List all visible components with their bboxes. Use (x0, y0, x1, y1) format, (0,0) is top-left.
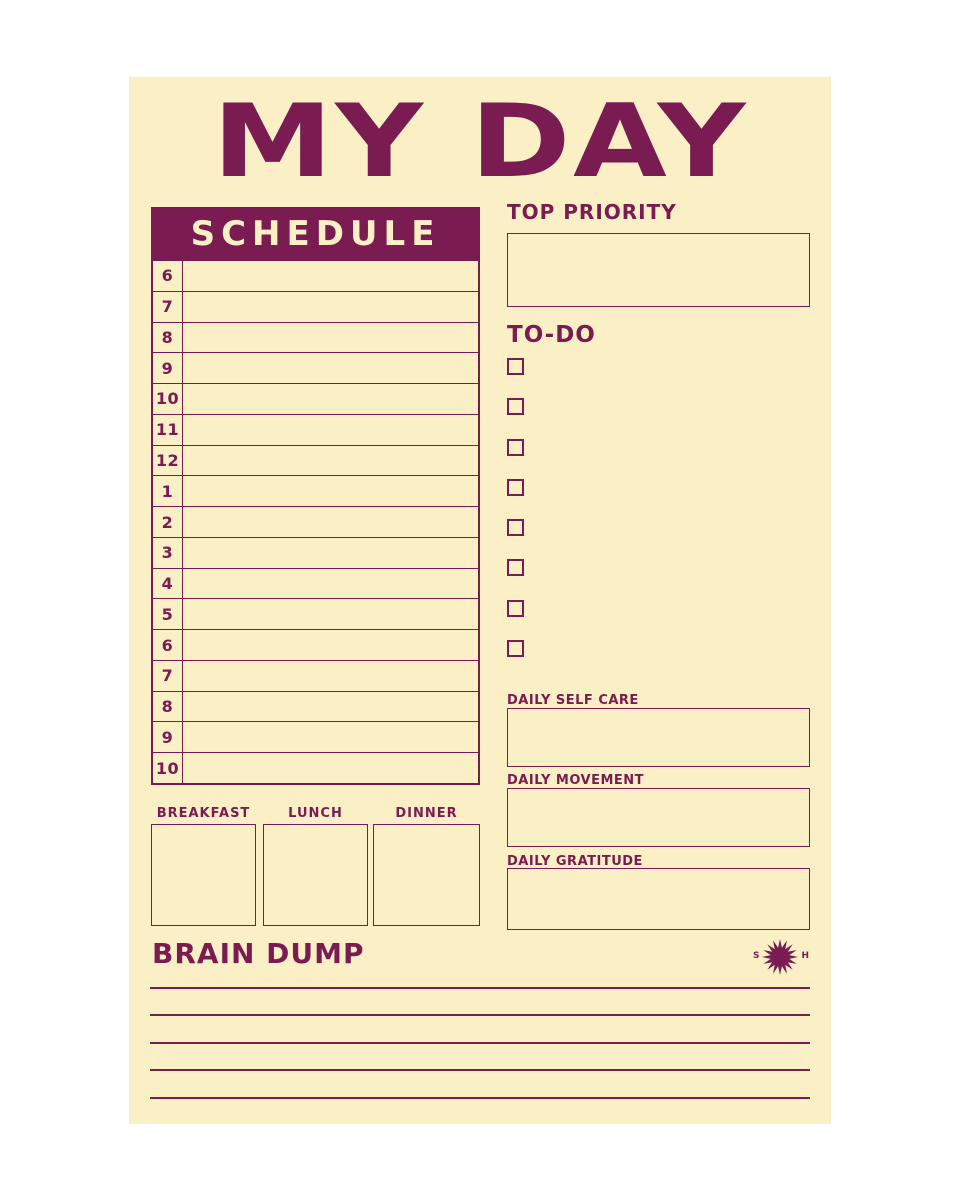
schedule-row (153, 691, 478, 722)
top-priority-label: TOP PRIORITY (507, 200, 677, 224)
todo-checkbox[interactable] (507, 439, 524, 456)
schedule-row (153, 506, 478, 537)
schedule-entry-cell[interactable] (183, 323, 478, 353)
daily-gratitude-label: DAILY GRATITUDE (507, 854, 643, 869)
schedule-entry-cell[interactable] (183, 507, 478, 537)
schedule-hour-label: 7 (153, 292, 183, 322)
brain-dump-line[interactable] (150, 1069, 810, 1071)
meal-breakfast (151, 806, 256, 926)
schedule-hour-label: 2 (153, 507, 183, 537)
meal-lunch-label: LUNCH (288, 806, 343, 821)
logo-letter-s: S (753, 951, 760, 961)
schedule-entry-cell[interactable] (183, 599, 478, 629)
todo-label: TO-DO (507, 322, 596, 348)
todo-list (507, 358, 524, 657)
todo-checkbox[interactable] (507, 559, 524, 576)
schedule-entry-cell[interactable] (183, 415, 478, 445)
brain-dump-line[interactable] (150, 987, 810, 989)
schedule-hour-label: 9 (153, 722, 183, 752)
schedule-hour-label: 6 (153, 630, 183, 660)
schedule-entry-cell[interactable] (183, 692, 478, 722)
schedule-row (153, 752, 478, 783)
daily-self-care-box[interactable] (507, 708, 810, 767)
page-title: MY DAY (212, 82, 748, 200)
schedule-hour-label: 12 (153, 446, 183, 476)
schedule-row (153, 721, 478, 752)
schedule-entry-cell[interactable] (183, 661, 478, 691)
planner-sheet (129, 77, 831, 1124)
schedule-row (153, 629, 478, 660)
meal-dinner (373, 806, 480, 926)
brain-dump-label: BRAIN DUMP (152, 937, 365, 970)
schedule-entry-cell[interactable] (183, 476, 478, 506)
brain-dump-line[interactable] (150, 1042, 810, 1044)
schedule-row (153, 445, 478, 476)
todo-checkbox[interactable] (507, 398, 524, 415)
schedule-hour-label: 1 (153, 476, 183, 506)
schedule-hour-label: 9 (153, 353, 183, 383)
schedule-entry-cell[interactable] (183, 722, 478, 752)
daily-movement-box[interactable] (507, 788, 810, 847)
todo-checkbox[interactable] (507, 479, 524, 496)
schedule-hour-label: 3 (153, 538, 183, 568)
logo-letter-h: H (801, 951, 809, 961)
schedule-hour-label: 10 (153, 753, 183, 783)
todo-checkbox[interactable] (507, 358, 524, 375)
todo-checkbox[interactable] (507, 600, 524, 617)
schedule-hour-label: 7 (153, 661, 183, 691)
meal-lunch-box[interactable] (263, 824, 368, 926)
schedule-hour-label: 8 (153, 323, 183, 353)
schedule-section (151, 207, 480, 785)
schedule-row (153, 660, 478, 691)
schedule-row (153, 383, 478, 414)
schedule-entry-cell[interactable] (183, 353, 478, 383)
schedule-row (153, 598, 478, 629)
schedule-header: SCHEDULE (151, 207, 480, 261)
daily-self-care-label: DAILY SELF CARE (507, 693, 639, 708)
brain-dump-line[interactable] (150, 1097, 810, 1099)
meal-dinner-box[interactable] (373, 824, 480, 926)
schedule-entry-cell[interactable] (183, 630, 478, 660)
daily-gratitude-box[interactable] (507, 868, 810, 930)
schedule-hour-label: 6 (153, 261, 183, 291)
meal-breakfast-label: BREAKFAST (156, 806, 251, 821)
meal-lunch (263, 806, 368, 926)
schedule-entry-cell[interactable] (183, 753, 478, 783)
schedule-hour-label: 11 (153, 415, 183, 445)
starburst-icon (761, 938, 799, 976)
schedule-entry-cell[interactable] (183, 292, 478, 322)
schedule-entry-cell[interactable] (183, 261, 478, 291)
todo-checkbox[interactable] (507, 519, 524, 536)
brand-logo (751, 935, 809, 979)
schedule-entry-cell[interactable] (183, 538, 478, 568)
schedule-row (153, 568, 478, 599)
top-priority-box[interactable] (507, 233, 810, 307)
brain-dump-lines (150, 987, 810, 1099)
todo-checkbox[interactable] (507, 640, 524, 657)
schedule-row (153, 322, 478, 353)
daily-movement-label: DAILY MOVEMENT (507, 773, 645, 788)
schedule-row (153, 537, 478, 568)
schedule-table (151, 261, 480, 785)
meal-dinner-label: DINNER (395, 806, 458, 821)
meal-breakfast-box[interactable] (151, 824, 256, 926)
schedule-hour-label: 4 (153, 569, 183, 599)
schedule-hour-label: 8 (153, 692, 183, 722)
schedule-hour-label: 5 (153, 599, 183, 629)
schedule-entry-cell[interactable] (183, 569, 478, 599)
schedule-hour-label: 10 (153, 384, 183, 414)
schedule-entry-cell[interactable] (183, 446, 478, 476)
schedule-entry-cell[interactable] (183, 384, 478, 414)
schedule-row (153, 352, 478, 383)
schedule-row (153, 261, 478, 291)
brain-dump-line[interactable] (150, 1014, 810, 1016)
schedule-row (153, 291, 478, 322)
schedule-row (153, 414, 478, 445)
schedule-row (153, 475, 478, 506)
